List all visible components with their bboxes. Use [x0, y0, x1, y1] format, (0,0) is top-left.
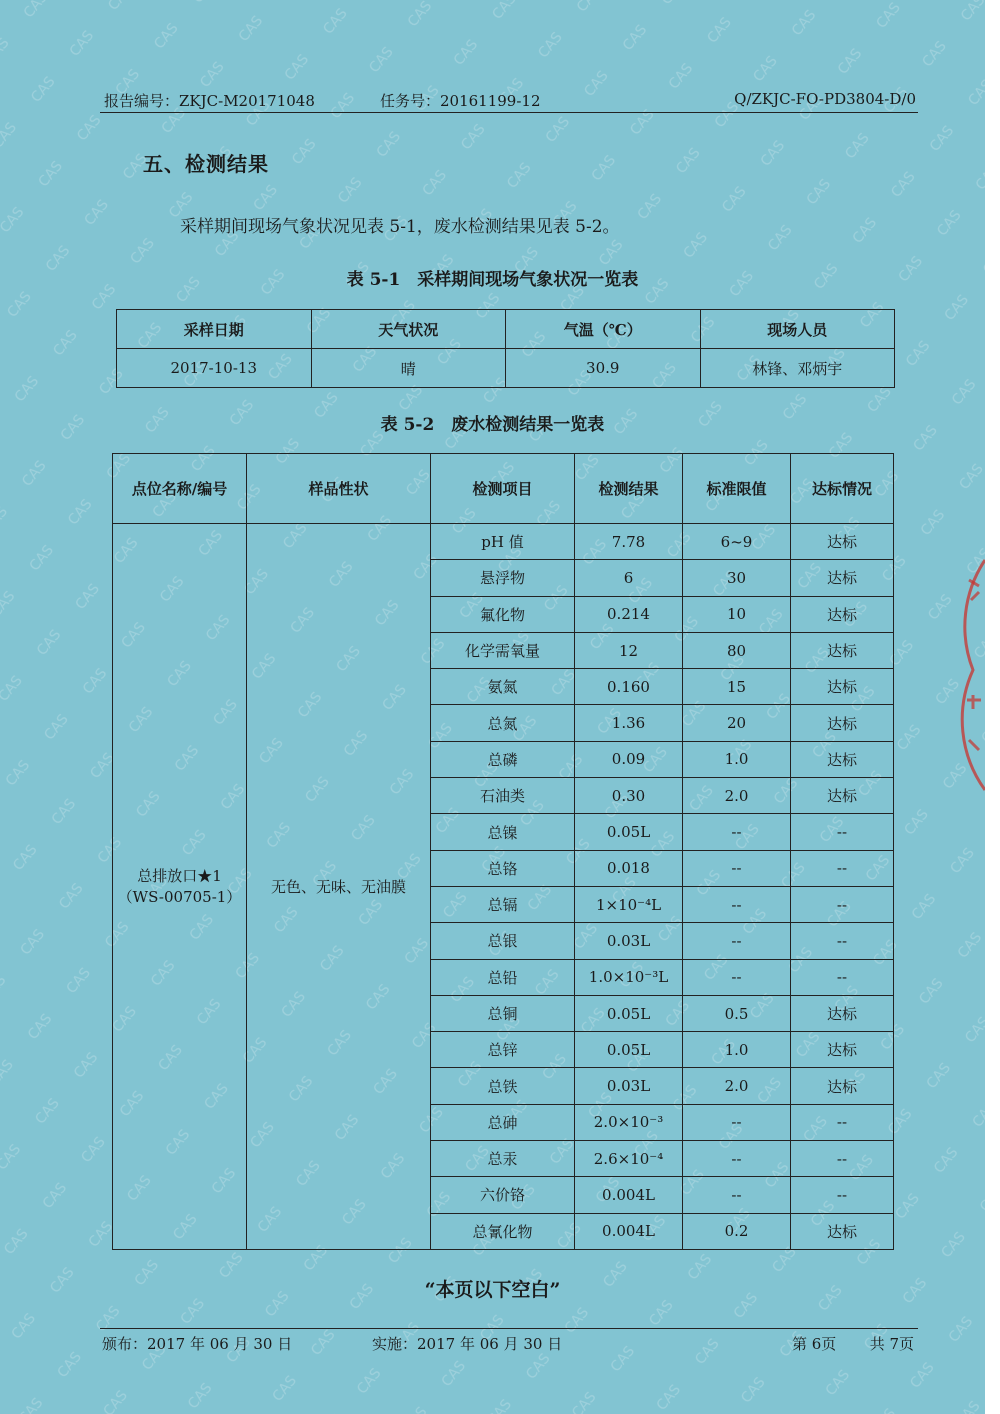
limit-cell: -- — [683, 1104, 791, 1140]
result-cell: 0.30 — [575, 778, 683, 814]
site-code: （WS-00705-1） — [117, 888, 242, 907]
temperature-cell: 30.9 — [506, 349, 701, 388]
section-title: 五、检测结果 — [143, 152, 269, 176]
page-total: 共 7页 — [869, 1335, 914, 1353]
limit-cell: -- — [683, 814, 791, 850]
result-cell: 0.05L — [575, 814, 683, 850]
test-item-cell: 总铜 — [431, 995, 575, 1031]
limit-cell: 0.5 — [683, 995, 791, 1031]
table-header-row — [113, 454, 894, 524]
status-cell: -- — [791, 1141, 894, 1177]
result-cell: 1.0×10⁻³L — [575, 959, 683, 995]
status-cell: -- — [791, 850, 894, 886]
report-number: 报告编号：ZKJC-M20171048 — [104, 92, 315, 110]
test-item-cell: 悬浮物 — [431, 560, 575, 596]
test-item-cell: 总砷 — [431, 1104, 575, 1140]
header-cell: 样品性状 — [247, 454, 431, 524]
red-seal-stamp — [955, 550, 985, 800]
personnel-cell: 林锋、邓炳宇 — [700, 349, 895, 388]
result-cell: 0.018 — [575, 850, 683, 886]
table2-caption: 表 5-2 废水检测结果一览表 — [380, 415, 605, 435]
header-cell: 气温（℃） — [506, 310, 701, 349]
wastewater-results-table — [112, 453, 894, 1250]
result-cell: 1.36 — [575, 705, 683, 741]
limit-cell: 1.0 — [683, 741, 791, 777]
status-cell: 达标 — [791, 1032, 894, 1068]
limit-cell: 15 — [683, 669, 791, 705]
table-row — [117, 349, 895, 388]
table1-caption: 表 5-1 采样期间现场气象状况一览表 — [346, 270, 639, 290]
result-cell: 0.03L — [575, 923, 683, 959]
test-item-cell: pH 值 — [431, 524, 575, 560]
test-item-cell: 总镍 — [431, 814, 575, 850]
status-cell: -- — [791, 923, 894, 959]
result-cell: 6 — [575, 560, 683, 596]
limit-cell: -- — [683, 1177, 791, 1213]
status-cell: 达标 — [791, 632, 894, 668]
status-cell: -- — [791, 959, 894, 995]
site-name-cell — [113, 524, 247, 1250]
test-item-cell: 总镉 — [431, 886, 575, 922]
result-cell: 0.03L — [575, 1068, 683, 1104]
status-cell: 达标 — [791, 1068, 894, 1104]
test-item-cell: 总氮 — [431, 705, 575, 741]
site-name: 总排放口★1 — [137, 867, 222, 886]
status-cell: 达标 — [791, 524, 894, 560]
test-item-cell: 总锌 — [431, 1032, 575, 1068]
status-cell: 达标 — [791, 995, 894, 1031]
limit-cell: -- — [683, 1141, 791, 1177]
limit-cell: 80 — [683, 632, 791, 668]
test-item-cell: 总汞 — [431, 1141, 575, 1177]
status-cell: -- — [791, 886, 894, 922]
status-cell: 达标 — [791, 669, 894, 705]
test-item-cell: 总氰化物 — [431, 1213, 575, 1249]
document-code: Q/ZKJC-FO-PD3804-D/0 — [734, 90, 916, 108]
result-cell: 7.78 — [575, 524, 683, 560]
limit-cell: 20 — [683, 705, 791, 741]
limit-cell: 2.0 — [683, 778, 791, 814]
limit-cell: -- — [683, 923, 791, 959]
test-item-cell: 总铅 — [431, 959, 575, 995]
limit-cell: 6~9 — [683, 524, 791, 560]
weather-cell: 晴 — [311, 349, 506, 388]
header-cell: 采样日期 — [117, 310, 312, 349]
header-cell: 检测项目 — [431, 454, 575, 524]
status-cell: -- — [791, 1104, 894, 1140]
results-body — [113, 524, 894, 1250]
status-cell: 达标 — [791, 705, 894, 741]
test-item-cell: 氨氮 — [431, 669, 575, 705]
test-item-cell: 总铁 — [431, 1068, 575, 1104]
status-cell: 达标 — [791, 596, 894, 632]
result-cell: 2.0×10⁻³ — [575, 1104, 683, 1140]
effective-date: 实施：2017 年 06 月 30 日 — [372, 1335, 563, 1353]
status-cell: 达标 — [791, 778, 894, 814]
page-footer — [100, 1328, 918, 1359]
page-header — [100, 88, 918, 113]
test-item-cell: 石油类 — [431, 778, 575, 814]
header-cell: 标准限值 — [683, 454, 791, 524]
header-cell: 点位名称/编号 — [113, 454, 247, 524]
issue-date: 颁布：2017 年 06 月 30 日 — [102, 1335, 293, 1353]
result-cell: 0.004L — [575, 1177, 683, 1213]
status-cell: 达标 — [791, 560, 894, 596]
test-item-cell: 总磷 — [431, 741, 575, 777]
result-cell: 0.160 — [575, 669, 683, 705]
test-item-cell: 总铬 — [431, 850, 575, 886]
page-number: 第 6页 — [792, 1335, 837, 1353]
limit-cell: 30 — [683, 560, 791, 596]
result-cell: 12 — [575, 632, 683, 668]
test-item-cell: 总银 — [431, 923, 575, 959]
result-cell: 0.004L — [575, 1213, 683, 1249]
limit-cell: -- — [683, 850, 791, 886]
header-cell: 天气状况 — [311, 310, 506, 349]
weather-table — [116, 309, 895, 388]
limit-cell: -- — [683, 886, 791, 922]
result-cell: 0.09 — [575, 741, 683, 777]
header-cell: 达标情况 — [791, 454, 894, 524]
result-cell: 0.05L — [575, 1032, 683, 1068]
limit-cell: 2.0 — [683, 1068, 791, 1104]
test-item-cell: 化学需氧量 — [431, 632, 575, 668]
status-cell: 达标 — [791, 741, 894, 777]
test-item-cell: 氟化物 — [431, 596, 575, 632]
result-cell: 0.05L — [575, 995, 683, 1031]
sample-property-cell: 无色、无味、无油膜 — [247, 524, 431, 1250]
result-cell: 2.6×10⁻⁴ — [575, 1141, 683, 1177]
table-row — [113, 524, 894, 560]
header-cell: 检测结果 — [575, 454, 683, 524]
table-header-row — [117, 310, 895, 349]
limit-cell: 0.2 — [683, 1213, 791, 1249]
blank-page-note: “本页以下空白” — [424, 1279, 561, 1301]
sampling-date-cell: 2017-10-13 — [117, 349, 312, 388]
status-cell: -- — [791, 1177, 894, 1213]
header-cell: 现场人员 — [700, 310, 895, 349]
intro-paragraph: 采样期间现场气象状况见表 5-1，废水检测结果见表 5-2。 — [180, 217, 620, 237]
test-item-cell: 六价铬 — [431, 1177, 575, 1213]
limit-cell: 10 — [683, 596, 791, 632]
limit-cell: -- — [683, 959, 791, 995]
task-number: 任务号：20161199-12 — [380, 92, 541, 110]
status-cell: -- — [791, 814, 894, 850]
status-cell: 达标 — [791, 1213, 894, 1249]
result-cell: 0.214 — [575, 596, 683, 632]
limit-cell: 1.0 — [683, 1032, 791, 1068]
result-cell: 1×10⁻⁴L — [575, 886, 683, 922]
